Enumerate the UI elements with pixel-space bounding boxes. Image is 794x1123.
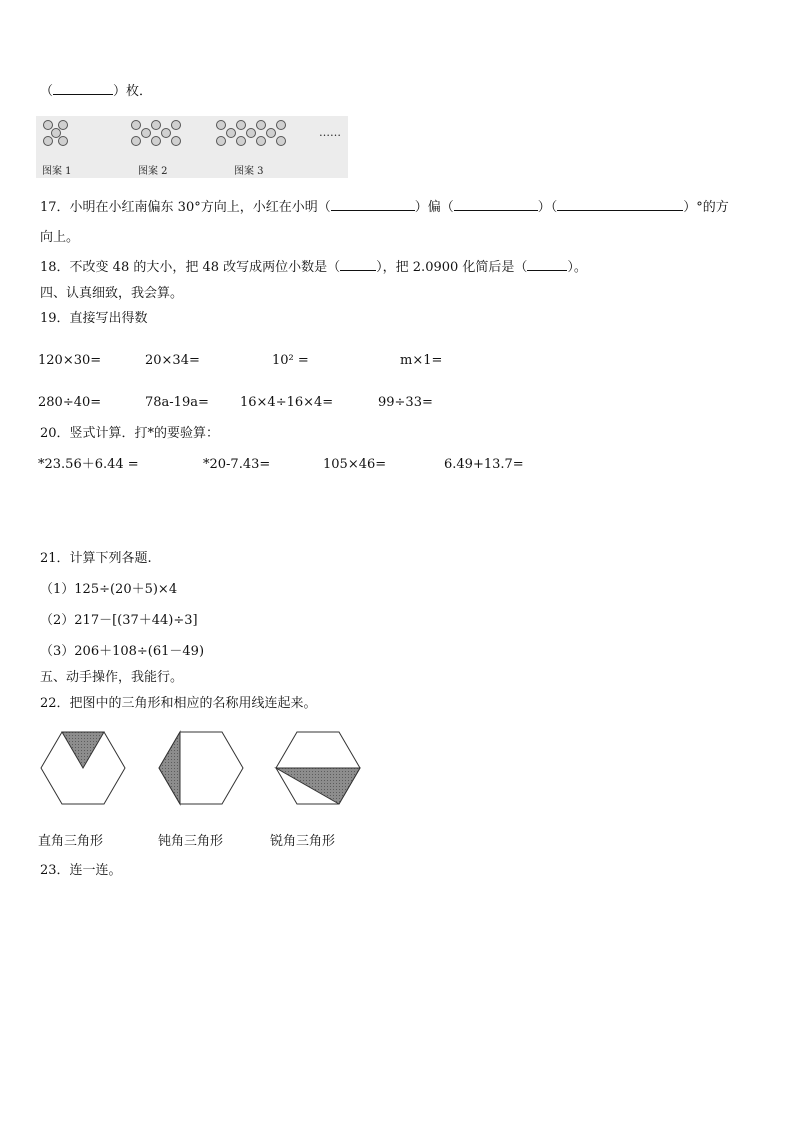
- label-right-triangle[interactable]: 直角三角形: [38, 834, 104, 849]
- q20-item: 105×46=: [323, 457, 387, 472]
- q19-title: 19．直接写出得数: [40, 311, 148, 326]
- q21-title: 21．计算下列各题.: [40, 551, 152, 566]
- q20-item: *23.56＋6.44 =: [38, 457, 139, 472]
- q19-item: 99÷33=: [378, 395, 433, 410]
- q19-item: m×1=: [400, 353, 443, 368]
- pattern-3-caption: 图案 3: [234, 166, 264, 177]
- q19-item: 16×4÷16×4=: [240, 395, 334, 410]
- q21-item: （3）206＋108÷(61－49): [40, 644, 205, 659]
- section-4-heading: 四、认真细致，我会算。: [40, 286, 184, 301]
- q21-item: （2）217－[(37＋44)÷3]: [40, 613, 198, 628]
- pattern-ellipsis: ……: [319, 126, 341, 139]
- q20-item: *20-7.43=: [203, 457, 271, 472]
- label-obtuse-triangle[interactable]: 钝角三角形: [158, 834, 224, 849]
- q23-title: 23．连一连。: [40, 863, 122, 878]
- pattern-1-caption: 图案 1: [42, 166, 72, 177]
- q18-line: 18．不改变 48 的大小，把 48 改写成两位小数是（ ），把 2.0900 化简后是（ ）。: [40, 260, 587, 275]
- q17-line2: 向上。: [40, 230, 80, 245]
- q19-item: 78a-19a=: [145, 395, 209, 410]
- label-acute-triangle[interactable]: 锐角三角形: [270, 834, 336, 849]
- q19-item: 280÷40=: [38, 395, 102, 410]
- q20-item: 6.49+13.7=: [444, 457, 524, 472]
- q19-item: 120×30=: [38, 353, 102, 368]
- pattern-2-caption: 图案 2: [138, 166, 168, 177]
- q22-title: 22．把图中的三角形和相应的名称用线连起来。: [40, 696, 317, 711]
- q19-item: 10² =: [272, 353, 309, 368]
- hexagon-1[interactable]: [41, 732, 125, 804]
- q17-line1: 17．小明在小红南偏东 30°方向上，小红在小明（ ）偏（ ）（ ）°的方: [40, 200, 729, 215]
- q20-title: 20．竖式计算．打*的要验算：: [40, 426, 220, 441]
- hexagon-2[interactable]: [159, 732, 243, 804]
- q19-item: 20×34=: [145, 353, 200, 368]
- q16-answer-line: （ ）枚．: [40, 84, 153, 99]
- hexagon-3[interactable]: [276, 732, 360, 804]
- section-5-heading: 五、动手操作，我能行。: [40, 670, 184, 685]
- q21-item: （1）125÷(20＋5)×4: [40, 582, 178, 597]
